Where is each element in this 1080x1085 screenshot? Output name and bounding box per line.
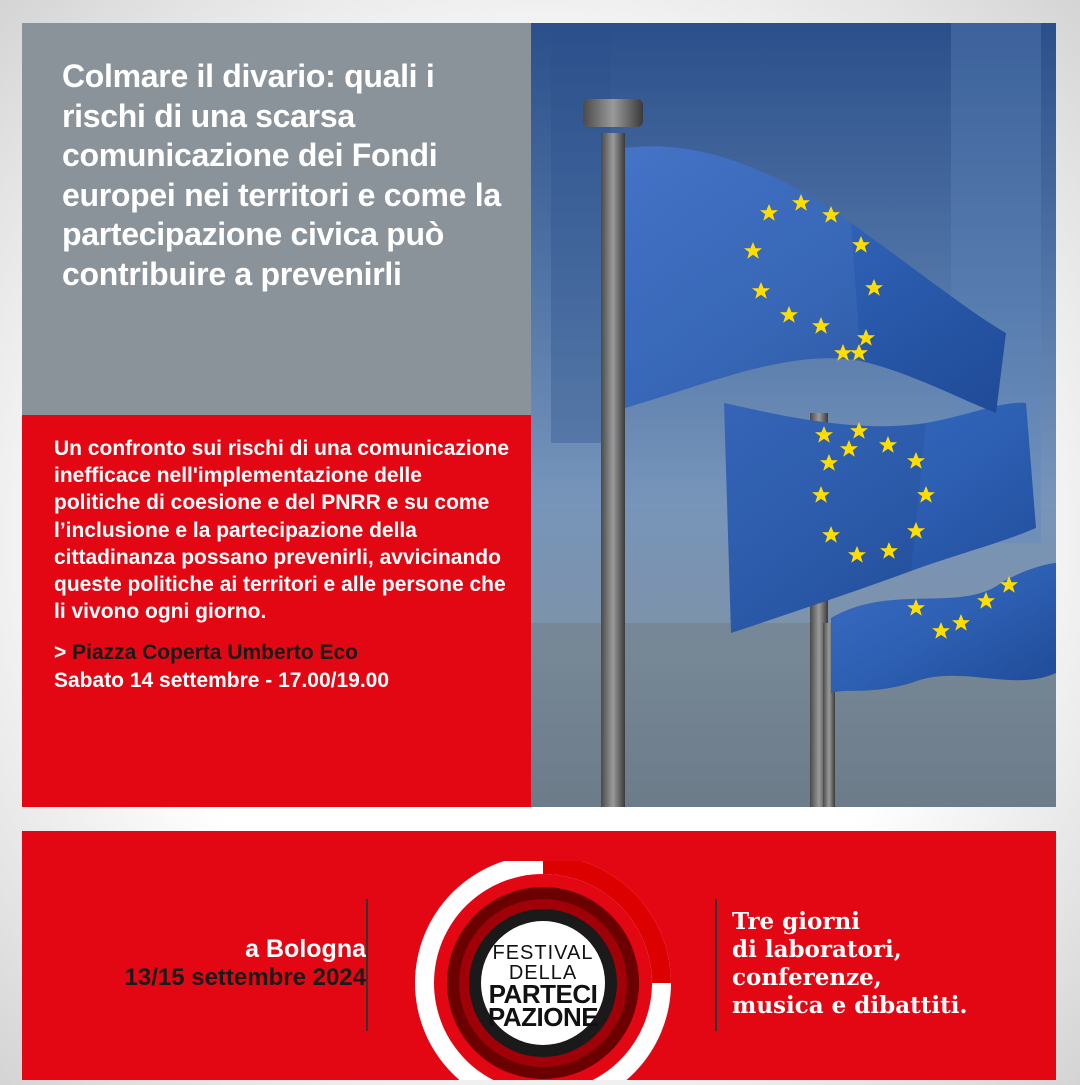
logo-word-della: DELLA <box>508 962 578 984</box>
title-panel <box>22 23 531 415</box>
logo-word-parteci: PARTECI <box>488 979 598 1009</box>
location-arrow: > <box>54 641 67 665</box>
location-name: Piazza Coperta Umberto Eco <box>72 641 359 665</box>
festival-city: a Bologna <box>245 935 366 963</box>
festival-logo <box>402 861 684 1080</box>
description-panel <box>22 415 531 807</box>
event-datetime: Sabato 14 settembre - 17.00/19.00 <box>54 669 390 693</box>
logo-word-festival: FESTIVAL <box>492 942 594 964</box>
event-description: Un confronto sui rischi di una comunicazione inefficace nell'implementazione delle politiche di coesione e del PNRR e su come l’inclusione e la partecipazione della cittadinanza possano prevenirli, avvicinando queste politiche ai territori e alle persone che li vivono ogni giorno. <box>54 437 510 624</box>
event-title: Colmare il divario: quali i rischi di una scarsa comunicazione dei Fondi europei nei territori e come la partecipazione civica può contribuire a prevenirli <box>62 58 501 292</box>
event-card <box>22 23 1056 807</box>
tagline-line: musica e dibattiti. <box>732 992 968 1019</box>
eu-flags-illustration <box>531 23 1056 807</box>
event-location <box>54 639 513 667</box>
festival-tagline <box>732 908 967 1020</box>
festival-logo-text <box>402 942 684 1032</box>
tagline-line: conferenze, <box>732 964 882 991</box>
festival-dates: 13/15 settembre 2024 <box>124 964 366 991</box>
festival-banner <box>22 831 1056 1080</box>
eu-flags-photo <box>531 23 1056 807</box>
logo-word-pazione: PAZIONE <box>487 1002 599 1032</box>
divider-left <box>366 899 368 1031</box>
tagline-line: di laboratori, <box>732 936 902 963</box>
divider-right <box>715 899 717 1031</box>
tagline-line: Tre giorni <box>732 908 860 935</box>
